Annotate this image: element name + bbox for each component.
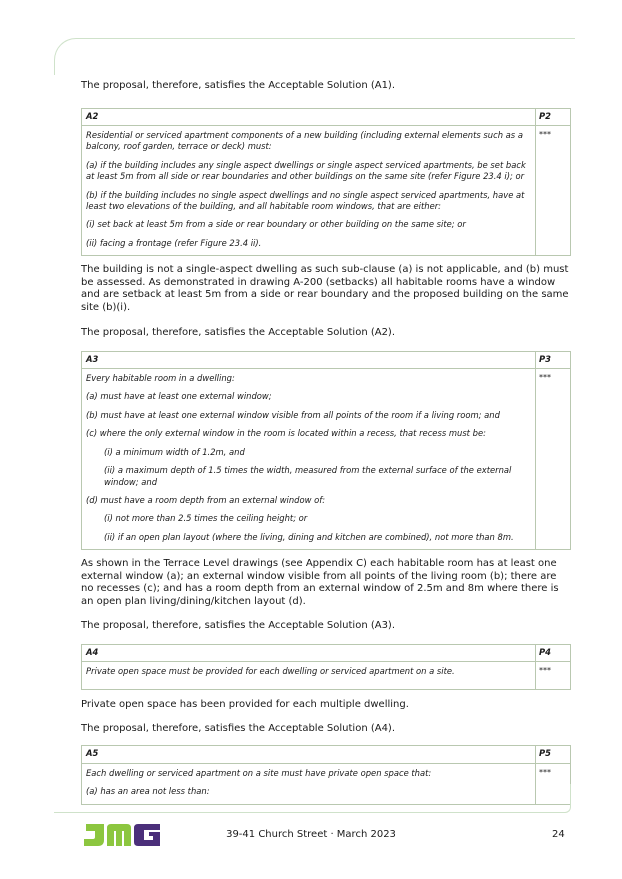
paragraph-a2-assessment: The building is not a single-aspect dwelling as such sub-clause (a) is not applicable, and (b) must be assessed. As demonstrated in drawing A-200 (setbacks) all habitable rooms have a window and are setback at least 5m from a side or rear boundary and the proposed building on the same site (b)(i).	[81, 264, 569, 313]
table-a4-code: A4	[82, 645, 535, 662]
table-a3-item: (i) a minimum width of 1.2m, and	[104, 446, 245, 457]
table-a3-item: Every habitable room in a dwelling:	[86, 373, 235, 384]
table-a2-item: Residential or serviced apartment components of a new building (including external elements such as a balcony, roof garden, terrace or deck) must:	[86, 129, 523, 152]
table-a5-item: Each dwelling or serviced apartment on a site must have private open space that:	[86, 767, 432, 778]
table-a5-item: (a) has an area not less than:	[86, 786, 210, 797]
document-body	[81, 80, 571, 805]
table-a2-criteria	[82, 109, 536, 256]
paragraph-a1-conclusion: The proposal, therefore, satisfies the Acceptable Solution (A1).	[81, 80, 396, 91]
footer-title: 39-41 Church Street · March 2023	[226, 829, 396, 840]
table-a2-item: (a) if the building includes any single aspect dwellings or single aspect serviced apartments, be set back at least 5m from all side or rear boundaries and other buildings on the same site (refer Figure 23.4 i); or	[86, 159, 526, 182]
table-a3-marker: ***	[539, 373, 551, 383]
table-a3-item: (b) must have at least one external window visible from all points of the room if a living room; and	[86, 409, 500, 420]
paragraph-a3-assessment: As shown in the Terrace Level drawings (see Appendix C) each habitable room has at least one external window (a); an external window visible from all points of the living room (b); there are no recesses (c); and has a room depth from an external window of 2.5m and 8m where there is an open plan living/dining/kitchen layout (d).	[81, 558, 559, 607]
table-a5-marker: ***	[539, 767, 551, 777]
table-a3-item: (ii) if an open plan layout (where the living, dining and kitchen are combined), not more than 8m.	[104, 531, 514, 542]
table-a3-code: A3	[82, 352, 535, 369]
paragraph-a4-conclusion: The proposal, therefore, satisfies the Acceptable Solution (A4).	[81, 722, 396, 734]
page-frame-bottom	[54, 784, 571, 813]
table-a5-code: A5	[82, 746, 535, 763]
table-a3-item: (d) must have a room depth from an external window of:	[86, 494, 326, 505]
paragraph-a3-conclusion: The proposal, therefore, satisfies the Acceptable Solution (A3).	[81, 620, 396, 632]
table-a5-perf-code: P5	[536, 746, 570, 763]
table-a3	[81, 351, 571, 550]
table-a3-item: (ii) a maximum depth of 1.5 times the width, measured from the external surface of the external window; and	[104, 465, 512, 487]
page-frame-top	[54, 38, 575, 75]
table-a3-item: (i) not more than 2.5 times the ceiling height; or	[104, 513, 308, 524]
table-a3-perf-code: P3	[536, 352, 570, 369]
paragraph-a4-assessment: Private open space has been provided for each multiple dwelling.	[81, 699, 409, 711]
table-a3-performance	[536, 352, 570, 549]
table-a2-performance	[536, 109, 570, 256]
paragraph-a2-conclusion: The proposal, therefore, satisfies the Acceptable Solution (A2).	[81, 327, 396, 339]
table-a2-item: (ii) facing a frontage (refer Figure 23.4 ii).	[86, 237, 262, 248]
table-a2-marker: ***	[539, 129, 551, 139]
table-a2-item: (i) set back at least 5m from a side or rear boundary or other building on the same site; or	[86, 219, 466, 230]
table-a4-item: Private open space must be provided for each dwelling or serviced apartment on a site.	[86, 666, 455, 677]
table-a2-code: A2	[82, 109, 535, 126]
table-a2-perf-code: P2	[536, 109, 570, 126]
table-a4	[81, 644, 571, 691]
table-a3-criteria	[82, 352, 536, 549]
table-a2	[81, 108, 571, 257]
table-a4-marker: ***	[539, 666, 551, 676]
table-a4-performance	[536, 645, 570, 690]
table-a2-item: (b) if the building includes no single aspect dwellings and no single aspect serviced apartments, have at least two elevations of the building, and all habitable room windows, that are either:	[86, 189, 525, 211]
page-number: 24	[552, 829, 565, 840]
table-a3-item: (c) where the only external window in the room is located within a recess, that recess must be:	[86, 428, 486, 439]
table-a4-perf-code: P4	[536, 645, 570, 662]
table-a4-criteria	[82, 645, 536, 690]
table-a3-item: (a) must have at least one external window;	[86, 391, 272, 402]
